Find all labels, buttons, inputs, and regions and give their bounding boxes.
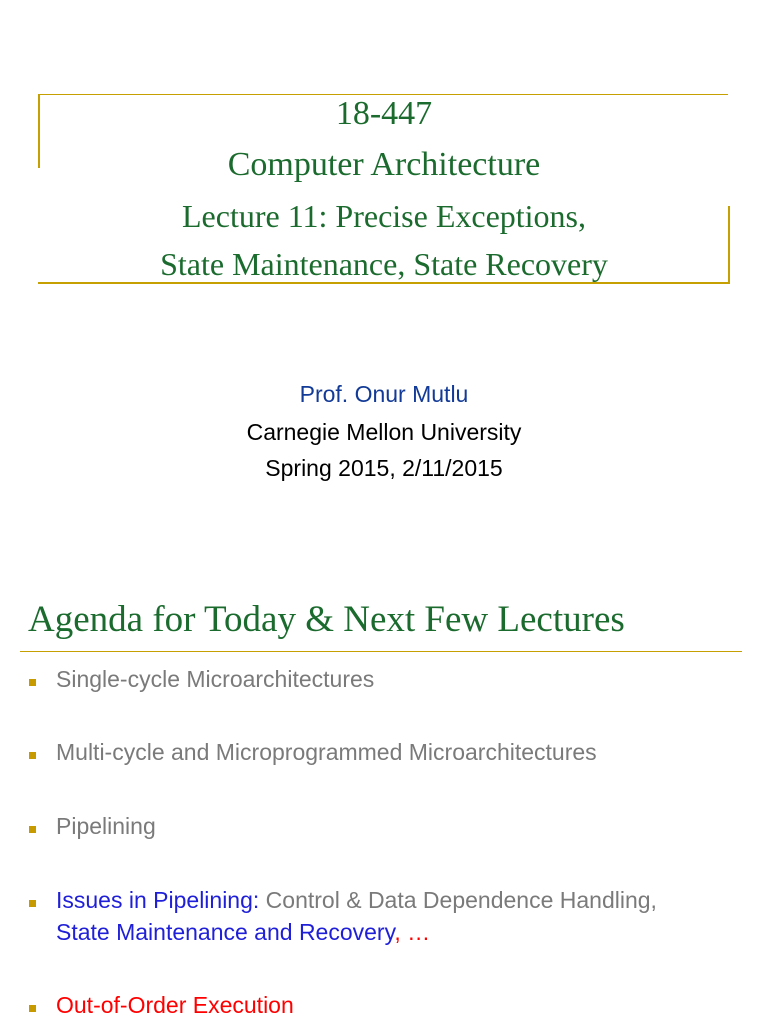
course-name: Computer Architecture bbox=[227, 146, 541, 183]
agenda-item: Multi-cycle and Microprogrammed Microarchitectures bbox=[56, 739, 597, 765]
issues-detail: Control & Data Dependence Handling, bbox=[259, 887, 657, 913]
bullet-icon bbox=[29, 752, 36, 759]
bullet-icon bbox=[29, 826, 36, 833]
agenda-divider bbox=[20, 651, 742, 652]
lecture-date: Spring 2015, 2/11/2015 bbox=[265, 455, 503, 481]
course-number: 18-447 bbox=[335, 95, 433, 132]
ellipsis-label: , … bbox=[394, 919, 431, 945]
agenda-title: Agenda for Today & Next Few Lectures bbox=[28, 599, 625, 640]
issues-label: Issues in Pipelining: bbox=[56, 887, 260, 913]
lecture-title-line-1: Lecture 11: Precise Exceptions, bbox=[182, 198, 586, 234]
lecture-title-line-2: State Maintenance, State Recovery bbox=[160, 246, 608, 282]
bullet-icon bbox=[29, 900, 36, 907]
bullet-icon bbox=[29, 1005, 36, 1012]
agenda-item: Pipelining bbox=[56, 813, 156, 839]
author-name: Prof. Onur Mutlu bbox=[299, 381, 469, 407]
agenda-item-ooo: Out-of-Order Execution bbox=[56, 992, 294, 1018]
university-name: Carnegie Mellon University bbox=[246, 419, 522, 445]
agenda-item-issues bbox=[56, 884, 746, 948]
agenda-item: Single-cycle Microarchitectures bbox=[56, 666, 375, 692]
state-maintenance-label: State Maintenance and Recovery bbox=[56, 919, 395, 945]
bullet-icon bbox=[29, 679, 36, 686]
